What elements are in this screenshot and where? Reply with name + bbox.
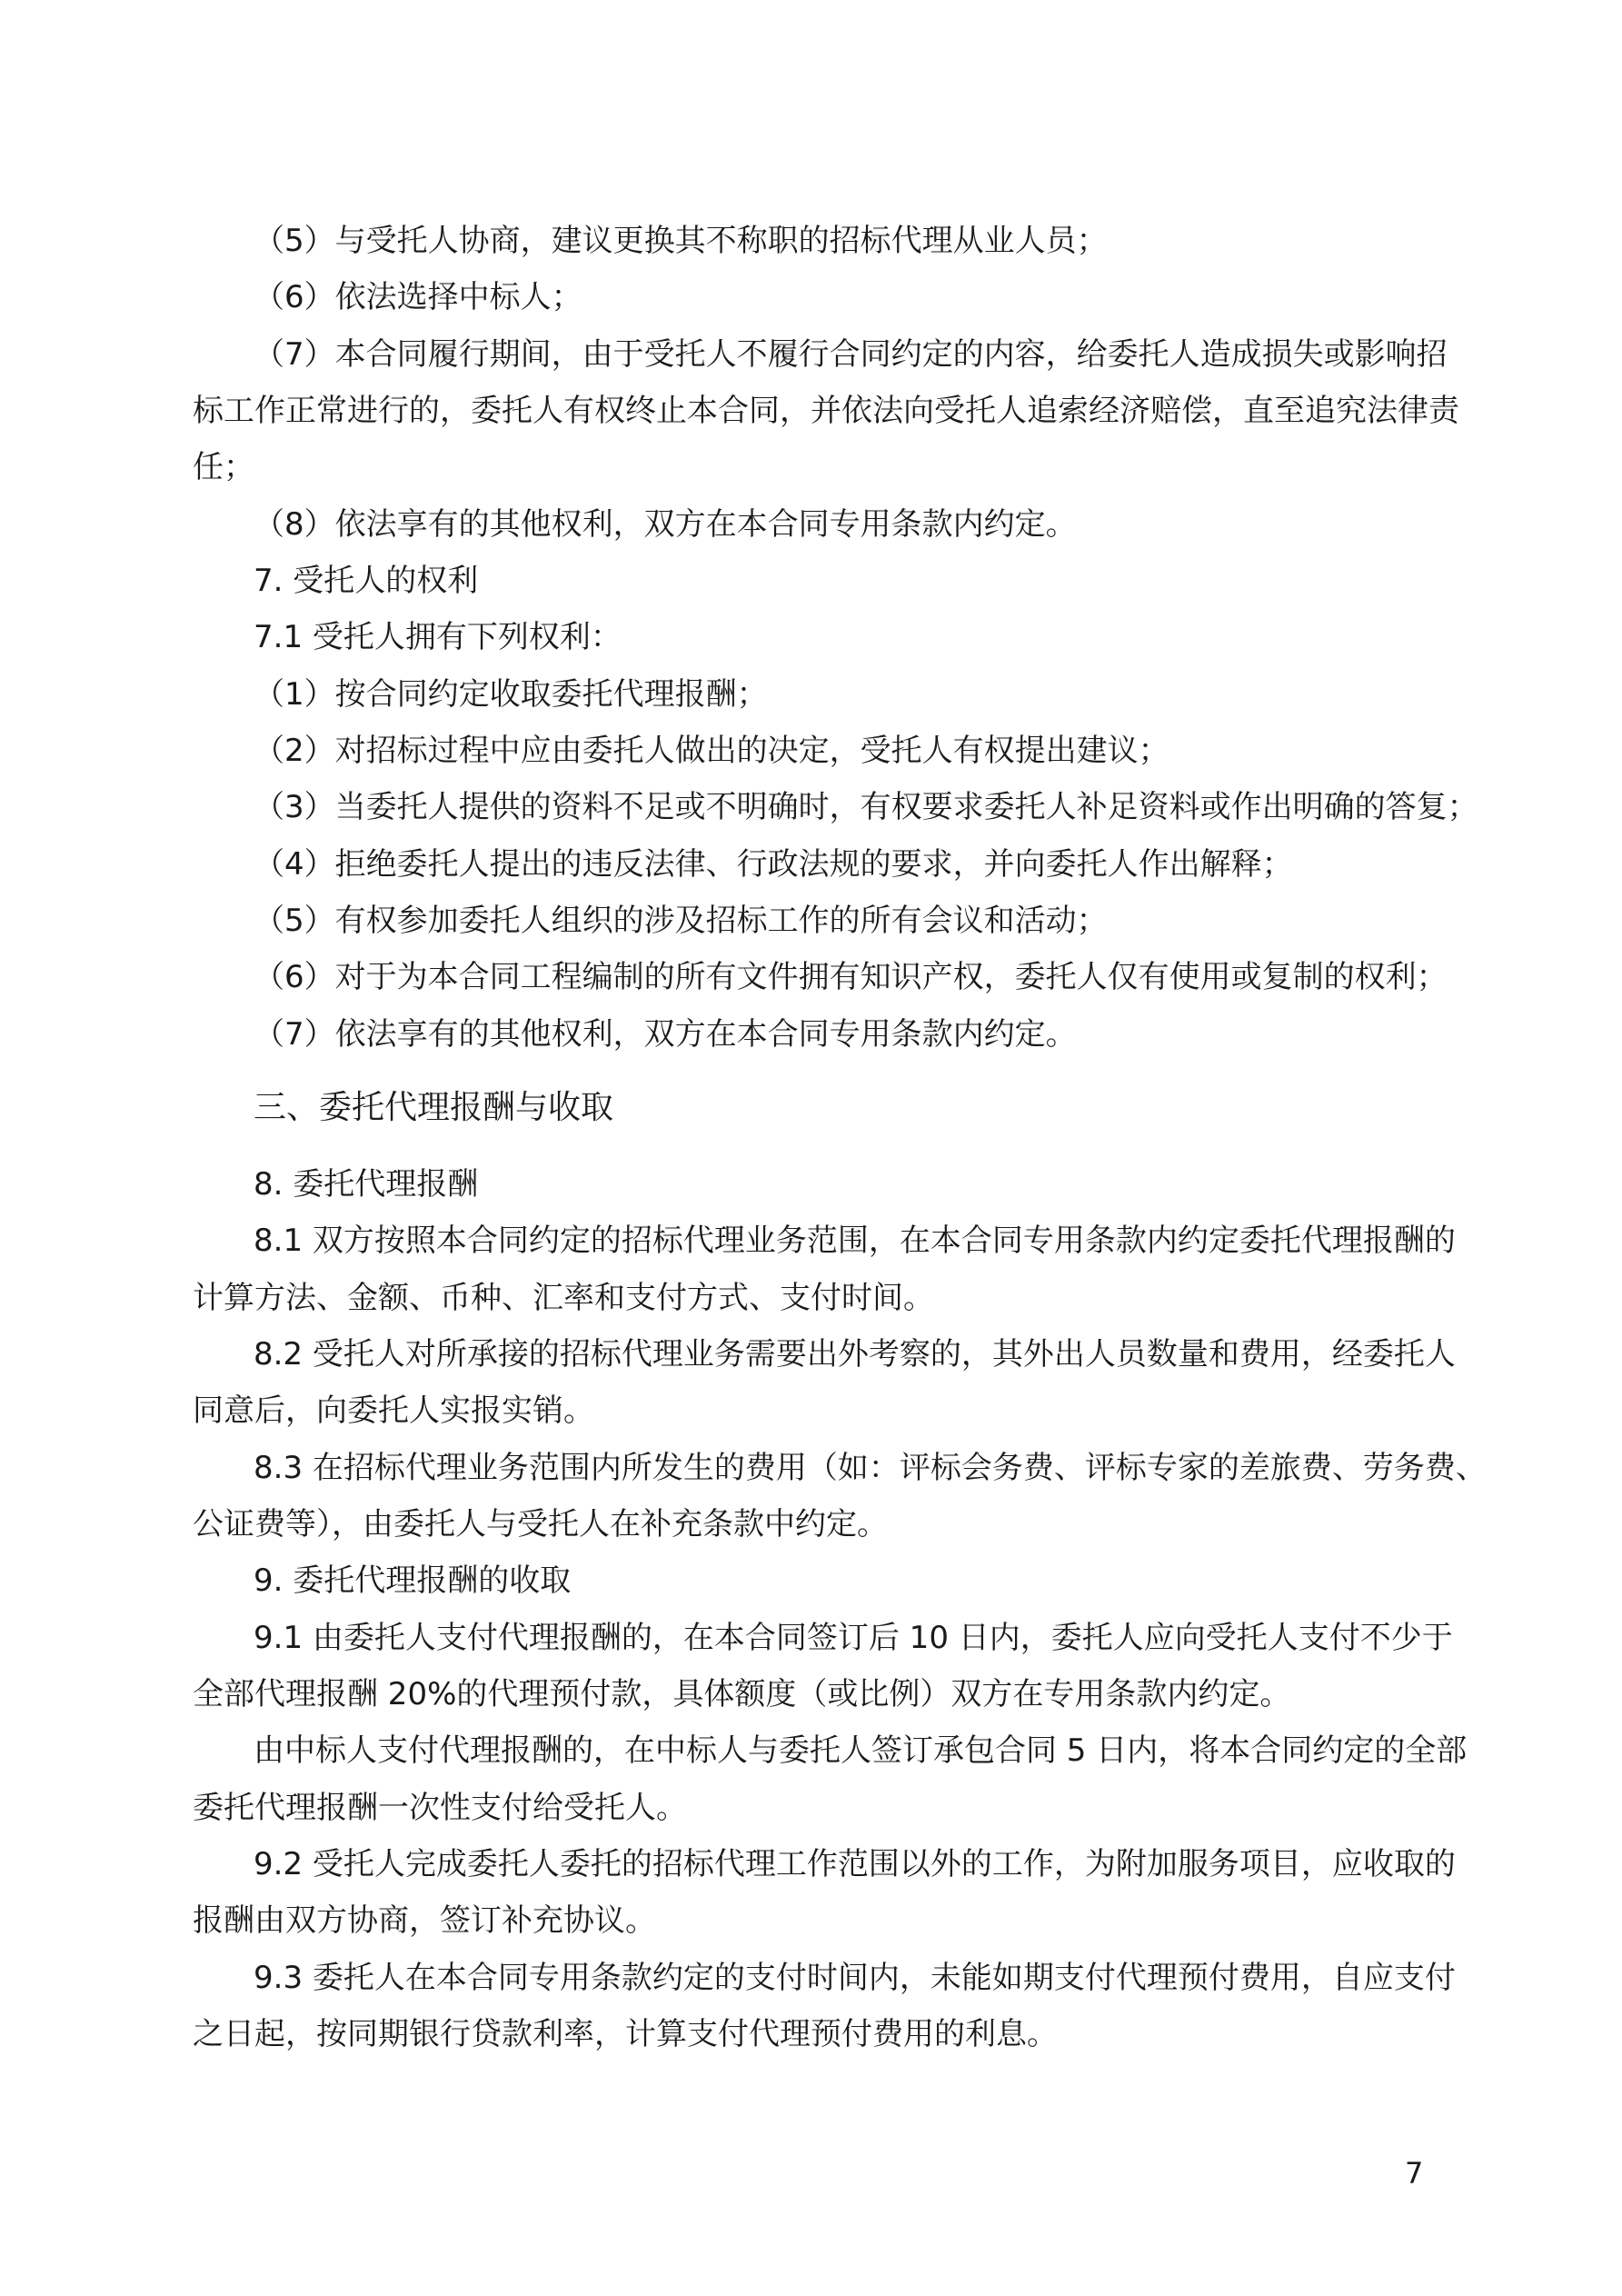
list-item: （3）当委托人提供的资料不足或不明确时，有权要求委托人补足资料或作出明确的答复； [254,789,1478,825]
list-item: （5）有权参加委托人组织的涉及招标工作的所有会议和活动； [254,903,1108,939]
page-number: 7 [1405,2156,1424,2191]
section-heading: 8. 委托代理报酬 [254,1166,479,1203]
text-line: 9.3 委托人在本合同专用条款约定的支付时间内，未能如期支付代理预付费用，自应支付 [254,1960,1456,1996]
text-line: （8）依法享有的其他权利，双方在本合同专用条款内约定。 [254,506,1077,543]
text-line: 报酬由双方协商，签订补充协议。 [193,1902,656,1939]
text-line: 标工作正常进行的，委托人有权终止本合同，并依法向受托人追索经济赔偿，直至追究法律责 [193,393,1459,429]
text-line: 8.3 在招标代理业务范围内所发生的费用（如：评标会务费、评标专家的差旅费、劳务费、 [254,1450,1487,1486]
text-line: 8.2 受托人对所承接的招标代理业务需要出外考察的，其外出人员数量和费用，经委托人 [254,1336,1456,1373]
text-line: 之日起，按同期银行贷款利率，计算支付代理预付费用的利息。 [193,2016,1058,2052]
list-item: （4）拒绝委托人提出的违反法律、行政法规的要求，并向委托人作出解释； [254,846,1293,883]
text-line: 同意后，向委托人实报实销。 [193,1393,594,1429]
list-item: （1）按合同约定收取委托代理报酬； [254,676,768,713]
section-heading: 9. 委托代理报酬的收取 [254,1562,572,1599]
text-line: （6）依法选择中标人； [254,279,582,315]
text-line: 委托代理报酬一次性支付给受托人。 [193,1790,687,1826]
text-line: （5）与受托人协商，建议更换其不称职的招标代理从业人员； [254,223,1108,259]
list-item: （6）对于为本合同工程编制的所有文件拥有知识产权，委托人仅有使用或复制的权利； [254,959,1448,995]
list-item: （2）对招标过程中应由委托人做出的决定，受托人有权提出建议； [254,733,1169,769]
text-line: 8.1 双方按照本合同约定的招标代理业务范围，在本合同专用条款内约定委托代理报酬的 [254,1223,1456,1259]
text-line: 9.1 由委托人支付代理报酬的，在本合同签订后 10 日内，委托人应向受托人支付不少于 [254,1620,1453,1656]
text-line: 公证费等），由委托人与受托人在补充条款中约定。 [193,1506,888,1542]
list-item: （7）依法享有的其他权利，双方在本合同专用条款内约定。 [254,1016,1077,1053]
text-line: 9.2 受托人完成委托人委托的招标代理工作范围以外的工作，为附加服务项目，应收取的 [254,1846,1456,1882]
text-line: 计算方法、金额、币种、汇率和支付方式、支付时间。 [193,1280,934,1316]
text-line: 任； [193,449,254,485]
text-line: 全部代理报酬 20%的代理预付款，具体额度（或比例）双方在专用条款内约定。 [193,1676,1291,1712]
section-heading: 7. 受托人的权利 [254,563,479,599]
chapter-heading: 三、委托代理报酬与收取 [254,1089,614,1126]
text-line: 由中标人支付代理报酬的，在中标人与委托人签订承包合同 5 日内，将本合同约定的全部 [254,1732,1468,1769]
text-line: 7.1 受托人拥有下列权利： [254,619,622,655]
text-line: （7）本合同履行期间，由于受托人不履行合同约定的内容，给委托人造成损失或影响招 [254,336,1448,373]
